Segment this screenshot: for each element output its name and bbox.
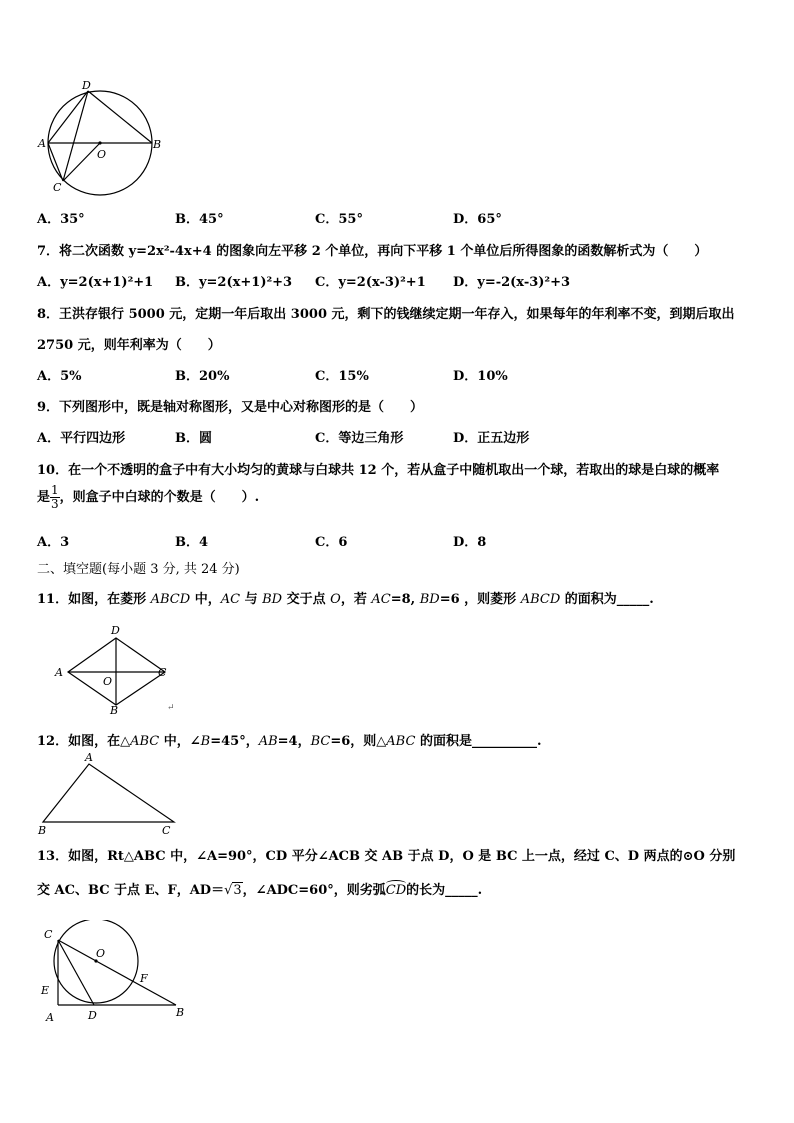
circle-figure-q6 [36, 78, 166, 196]
q10-text-post: ，则盒子中白球的个数是（ ）. [59, 490, 260, 505]
q12-seg5: =6，则△ [330, 734, 387, 749]
label-c: C [53, 181, 62, 194]
q12-math2: B [200, 734, 211, 749]
q7-option-b: B．y=2(x+1)²+3 [175, 275, 293, 290]
q10-option-a: A．3 [37, 535, 70, 550]
sqrt-radicand: 3 [233, 883, 242, 898]
q9-option-b: B．圆 [175, 431, 212, 446]
section-heading: 二、填空题(每小题 3 分, 共 24 分) [37, 562, 240, 577]
q10-text-line2 [37, 484, 259, 511]
q6-option-b: B．45° [175, 212, 224, 227]
label-b: B [110, 704, 119, 717]
q7-option-a: A．y=2(x+1)²+1 [37, 275, 154, 290]
q9-option-a: A．平行四边形 [37, 431, 126, 446]
q10-option-d: D．8 [453, 535, 487, 550]
q8-text-line1: 8．王洪存银行 5000 元，定期一年后取出 3000 元，剩下的钱继续定期一年存入，如果每年的年利率不变，到期后取出 [37, 307, 735, 322]
q8-option-a: A．5% [37, 369, 82, 384]
q11-math3: BD [262, 592, 283, 607]
q9-text: 9．下列图形中，既是轴对称图形，又是中心对称图形的是（ ） [37, 400, 424, 415]
q10-text-pre: 是 [37, 490, 51, 505]
triangle-figure-q12 [34, 750, 184, 838]
label-b: B [176, 1006, 185, 1019]
stray-mark: ↵ [167, 703, 175, 713]
q12-math1: ABC [130, 734, 160, 749]
arc-cd-label: CD [385, 883, 407, 898]
q10-option-b: B．4 [175, 535, 209, 550]
q12-seg6: 的面积是__________. [415, 734, 542, 749]
q11-math7: ABCD [520, 592, 561, 607]
label-a: A [38, 137, 46, 150]
q11-seg2: 中， [190, 592, 221, 607]
label-o: O [103, 675, 113, 688]
q11-seg7: =6 ，则菱形 [439, 592, 521, 607]
q11-text [37, 588, 654, 607]
q11-seg5: ，若 [340, 592, 372, 607]
label-a: A [46, 1011, 54, 1024]
fraction-one-third [50, 484, 60, 511]
q8-option-c: C．15% [315, 369, 369, 384]
q12-math4: BC [310, 734, 331, 749]
q11-math1: ABCD [150, 592, 191, 607]
q8-option-b: B．20% [175, 369, 230, 384]
label-d: D [111, 624, 120, 637]
q11-math5: AC [371, 592, 391, 607]
q6-option-d: D．65° [453, 212, 502, 227]
q13-text-line2 [37, 879, 482, 898]
q11-seg1: 11．如图，在菱形 [37, 592, 151, 607]
label-a: A [85, 751, 93, 764]
q11-math6: BD [419, 592, 440, 607]
sqrt-three [224, 882, 243, 898]
q11-seg6: =8, [390, 592, 420, 607]
q12-math3: AB [258, 734, 278, 749]
q12-text [37, 730, 542, 749]
label-e: E [41, 984, 50, 997]
q7-option-c: C．y=2(x-3)²+1 [315, 275, 426, 290]
label-a: A [55, 666, 63, 679]
label-o: O [97, 148, 107, 161]
q13-seg3: 的长为_____. [406, 883, 483, 898]
q11-seg4: 交于点 [282, 592, 331, 607]
q12-math5: ABC [386, 734, 416, 749]
label-b: B [153, 138, 162, 151]
fraction-numerator: 1 [51, 483, 59, 497]
q6-option-c: C．55° [315, 212, 363, 227]
q11-seg8: 的面积为_____. [560, 592, 654, 607]
q12-seg4: =4， [277, 734, 311, 749]
label-f: F [140, 972, 148, 985]
q9-option-d: D．正五边形 [453, 431, 530, 446]
q9-option-c: C．等边三角形 [315, 431, 404, 446]
q11-seg3: 与 [240, 592, 263, 607]
label-c: C [158, 666, 167, 679]
q12-seg2: 中，∠ [159, 734, 201, 749]
circle-triangle-figure-q13 [36, 920, 196, 1030]
label-d: D [88, 1009, 97, 1022]
q13-seg2: ，∠ADC=60°，则劣弧 [242, 883, 386, 898]
q13-text-line1: 13．如图，Rt△ABC 中，∠A=90°，CD 平分∠ACB 交 AB 于点 D，O 是 BC 上一点，经过 C、D 两点的⊙O 分别 [37, 849, 736, 864]
q7-option-d: D．y=-2(x-3)²+3 [453, 275, 571, 290]
fraction-denominator: 3 [51, 497, 59, 511]
label-c: C [44, 928, 53, 941]
label-c: C [162, 824, 171, 837]
label-d: D [82, 79, 91, 92]
q6-option-a: A．35° [37, 212, 85, 227]
label-b: B [38, 824, 47, 837]
q11-math4: O [330, 592, 341, 607]
q11-math2: AC [220, 592, 241, 607]
q10-option-c: C．6 [315, 535, 348, 550]
sqrt-sign: √ [224, 883, 233, 898]
q8-text-line2: 2750 元，则年利率为（ ） [37, 338, 221, 353]
q7-text: 7．将二次函数 y=2x²-4x+4 的图象向左平移 2 个单位，再向下平移 1 个单位后所得图象的函数解析式为（ ） [37, 244, 708, 259]
q12-seg1: 12．如图，在△ [37, 734, 131, 749]
label-o: O [96, 947, 106, 960]
q12-seg3: =45°， [210, 734, 259, 749]
q13-seg1: 交 AC、BC 于点 E、F，AD＝ [37, 883, 225, 898]
q8-option-d: D．10% [453, 369, 508, 384]
q10-text-line1: 10．在一个不透明的盒子中有大小均匀的黄球与白球共 12 个，若从盒子中随机取出一个球，若取出的球是白球的概率 [37, 463, 720, 478]
